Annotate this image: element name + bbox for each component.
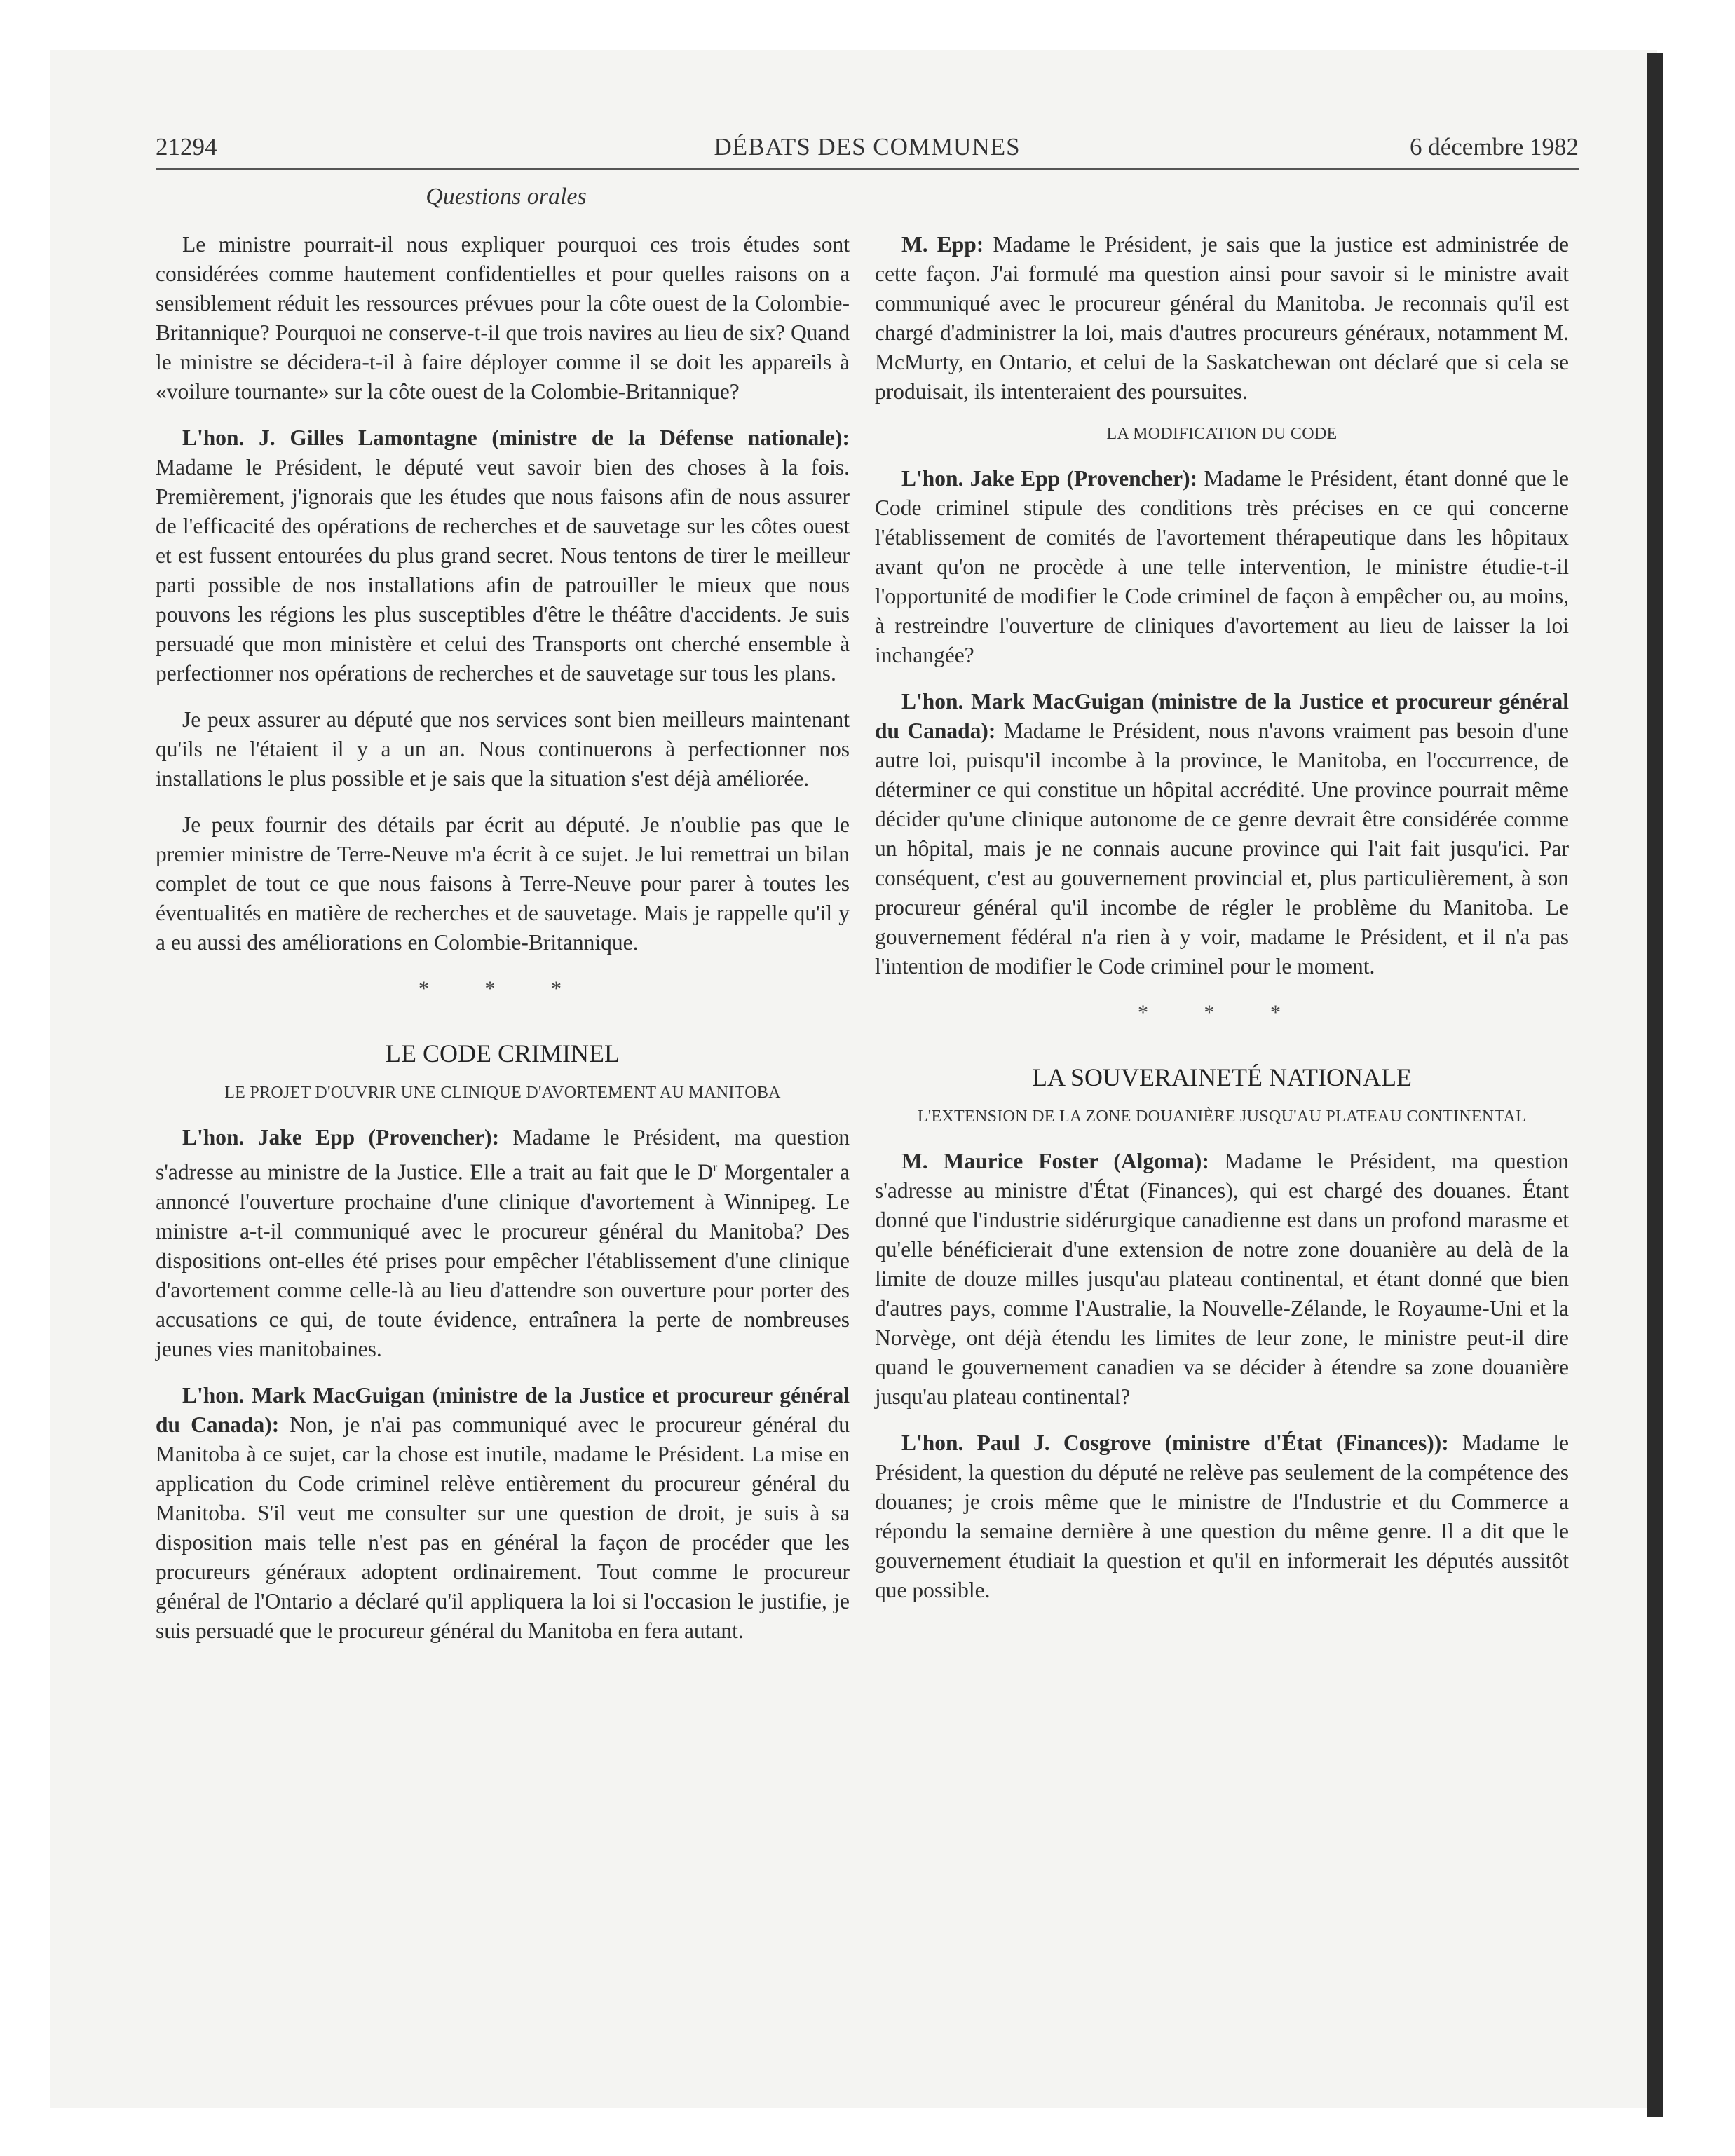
section-tag: Questions orales [426,184,587,210]
speaker-name: M. Maurice Foster (Algoma): [901,1149,1209,1173]
paragraph [875,687,1569,981]
paragraph: Je peux fournir des détails par écrit au député. Je n'oublie pas que le premier ministre de Terre-Neuve m'a écrit à ce sujet. Je lui remettrai un bilan complet de tout ce que nous faisons à Terre-Neuve pour parer à toutes les éventualités en matière de recherches et de sauvetage. Mais je rappelle qu'il y a eu aussi des améliorations en Colombie-Britannique. [156,812,850,955]
speech-text: Madame le Président, le député veut savoir bien des choses à la fois. Premièrement, j'ignorais que les études que nous faisons afin de nous assurer de l'efficacité des opérations de recherches et de sauvetage sur les côtes ouest et est fussent entourées du plus grand secret. Nous tentons de tirer le meilleur parti possible de nos installations afin de patrouiller le mieux que nous pouvons les régions les plus susceptibles d'être le théâtre d'accidents. Je suis persuadé que mon ministère et celui des Transports ont cherché ensemble à perfectionner nos opérations de recherches et de sauvetage sur tous les plans. [156,455,850,685]
paragraph [875,1147,1569,1412]
page-edge-shadow [1647,53,1663,2117]
speech-text: Madame le Président, ma question s'adresse au ministre d'État (Finances), qui est chargé des douanes. Étant donné que l'industrie sidérurgique canadienne est dans un profond marasme et qu'elle bénéficierait d'une extension de notre zone douanière au delà de la limite de douze milles jusqu'au plateau continental, et étant donné que bien d'autres pays, comme l'Australie, la Nouvelle-Zélande, le Royaume-Uni et la Norvège, ont déjà étendu les limites de leur zone, le ministre peut-il dire quand le gouvernement canadien va se décider à étendre sa zone douanière jusqu'au plateau continental? [875,1149,1569,1409]
subsection-heading: L'EXTENSION DE LA ZONE DOUANIÈRE JUSQU'AU PLATEAU CONTINENTAL [917,1107,1527,1126]
paragraph [875,1428,1569,1605]
left-column [156,230,850,1663]
running-header [156,133,1579,170]
speaker-name: L'hon. Jake Epp (Provencher): [901,466,1198,491]
paragraph: Je peux assurer au député que nos services sont bien meilleurs maintenant qu'ils ne l'étaient il y a un an. Nous continuerons à perfectionner nos installations le plus possible et je sais que la situation s'est déjà améliorée. [156,707,850,791]
superscript: r [713,1160,718,1174]
speaker-name: M. Epp: [901,232,984,257]
paragraph [156,1123,850,1364]
section-heading: LE CODE CRIMINEL [386,1039,620,1067]
paragraph: Le ministre pourrait-il nous expliquer pourquoi ces trois études sont considérées comme hautement confidentielles et pour quelles raisons on a sensiblement réduit les ressources prévues pour la côte ouest de la Colombie-Britannique? Pourquoi ne conserve-t-il que trois navires au lieu de six? Quand le ministre se décidera-t-il à faire déployer comme il se doit les appareils à «voilure tournante» sur la côte ouest de la Colombie-Britannique? [156,232,850,404]
paragraph [156,1381,850,1646]
speech-text: Madame le Président, ma question s'adresse au ministre de la Justice. Elle a trait au fait que le D [156,1125,850,1185]
speaker-name: L'hon. Mark MacGuigan (ministre de la Justice et procureur général du Canada): [875,689,1569,743]
section-heading: LA SOUVERAINETÉ NATIONALE [1032,1063,1412,1091]
speaker-name: L'hon. Paul J. Cosgrove (ministre d'État (Finances)): [901,1431,1449,1455]
publication-title: DÉBATS DES COMMUNES [714,133,1021,161]
speech-text: Morgentaler a annoncé l'ouverture prochaine d'une clinique d'avortement à Winnipeg. Le ministre a-t-il communiqué avec le procureur général du Manitoba? Des dispositions ont-elles été prises pour empêcher l'établissement d'une clinique d'avortement comme celle-là au lieu d'attendre son ouverture pour porter des accusations ce qui, de toute évidence, entraînera la perte de nombreuses jeunes vies manitobaines. [156,1159,850,1361]
page-date: 6 décembre 1982 [1409,133,1579,161]
paragraph [875,464,1569,670]
speech-text: Madame le Président, la question du député ne relève pas seulement de la compétence des douanes; je crois même que le ministre de l'Industrie et du Commerce a répondu la semaine dernière à une question du même genre. Il a dit que le gouvernement étudiait la question et qu'il en informerait les députés aussitôt que possible. [875,1431,1570,1602]
speech-text: Non, je n'ai pas communiqué avec le procureur général du Manitoba à ce sujet, car la chose est inutile, madame le Président. La mise en application du Code criminel relève entièrement du procureur général du Manitoba. S'il veut me consulter sur une question de droit, je suis à sa disposition mais telle n'est pas en général la façon de procéder que les procureurs généraux adoptent ordinairement. Tout comme le procureur général de l'Ontario a déclaré qu'il appliquera la loi si l'occasion le justifie, je suis persuadé que le procureur général du Manitoba en fera autant. [156,1412,850,1643]
section-separator: * * * [1138,1001,1306,1024]
speaker-name: L'hon. Mark MacGuigan (ministre de la Justice et procureur général du Canada): [156,1382,850,1437]
paragraph [156,423,850,688]
subsection-heading: LE PROJET D'OUVRIR UNE CLINIQUE D'AVORTEMENT AU MANITOBA [224,1084,781,1102]
right-column [875,230,1569,1622]
speaker-name: L'hon. J. Gilles Lamontagne (ministre de la Défense nationale): [182,425,850,450]
paragraph [875,230,1569,407]
speech-text: Madame le Président, étant donné que le Code criminel stipule des conditions très précises en ce qui concerne l'établissement de comités de l'avortement thérapeutique dans les hôpitaux avant qu'on ne procède à une telle intervention, le ministre étudie-t-il l'opportunité de modifier le Code criminel de façon à empêcher ou, au moins, à restreindre l'ouverture de cliniques d'avortement au lieu de laisser la loi inchangée? [875,466,1569,667]
page-number: 21294 [156,133,217,161]
speech-text: Madame le Président, je sais que la justice est administrée de cette façon. J'ai formulé ma question ainsi pour savoir si le ministre avait communiqué avec le procureur général du Manitoba. Je reconnais qu'il est chargé d'administrer la loi, mais d'autres procureurs généraux, notamment M. McMurty, en Ontario, et celui de la Saskatchewan ont déclaré que si cela se produisait, ils intenteraient des poursuites. [875,232,1569,404]
speaker-name: L'hon. Jake Epp (Provencher): [182,1125,500,1149]
section-separator: * * * [419,977,587,1000]
subsection-heading: LA MODIFICATION DU CODE [1106,425,1338,443]
speech-text: Madame le Président, nous n'avons vraiment pas besoin d'une autre loi, puisqu'il incombe à la province, le Manitoba, en l'occurrence, de déterminer ce qui constitue un hôpital accrédité. Une province pourrait même décider qu'une clinique autonome de ce genre devrait être considérée comme un hôpital, mais je ne connais aucune province qui l'ait fait jusqu'ici. Par conséquent, c'est au gouvernement provincial et, plus particulièrement, à son procureur général qu'il incombe de régler le problème du Manitoba. Le gouvernement fédéral n'a rien à y voir, madame le Président, et il n'a pas l'intention de modifier le Code criminel pour le moment. [875,718,1569,978]
